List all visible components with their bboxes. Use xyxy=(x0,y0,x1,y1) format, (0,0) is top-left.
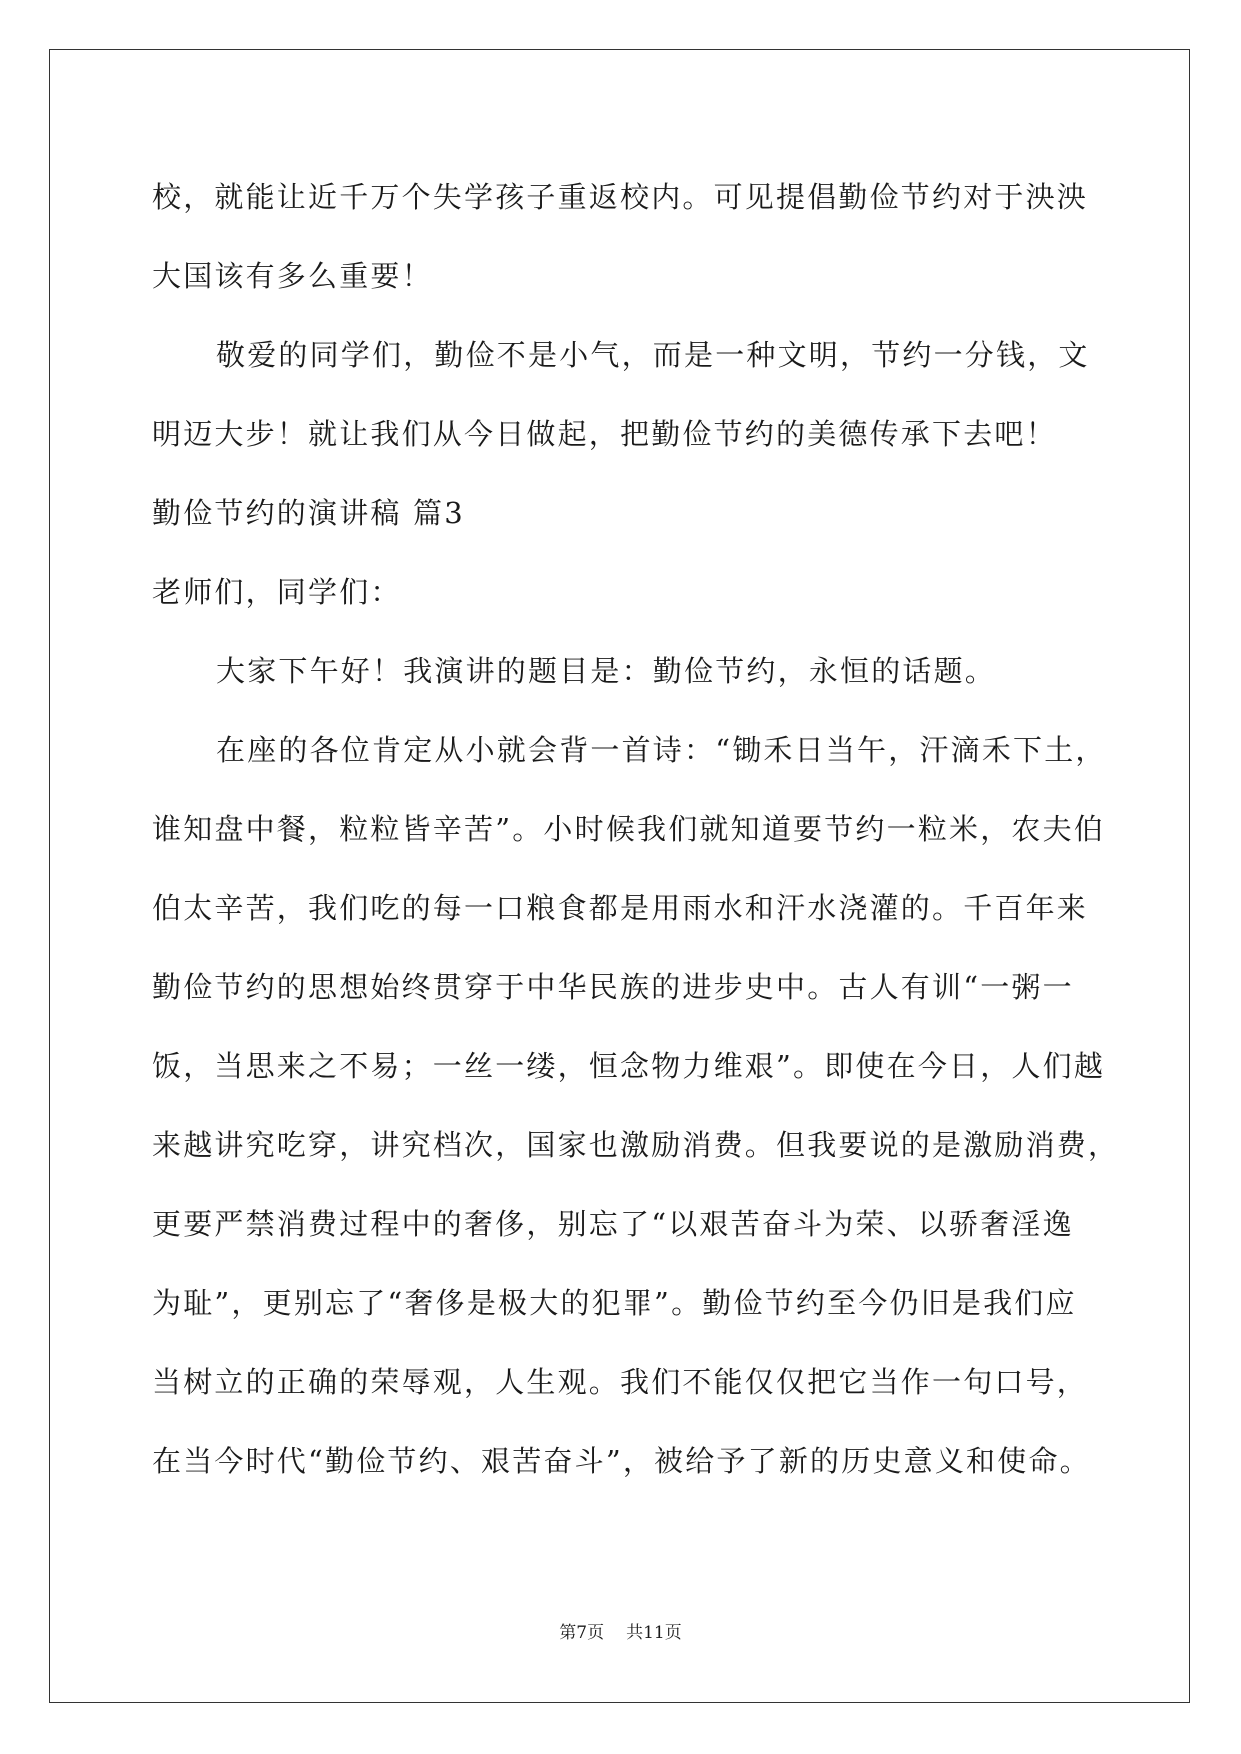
text-line: 大家下午好！我演讲的题目是：勤俭节约，永恒的话题。 xyxy=(216,654,997,688)
page-number-current: 第7页 xyxy=(559,1623,605,1643)
page-number-total: 共11页 xyxy=(626,1623,682,1643)
text-line: 更要严禁消费过程中的奢侈，别忘了“以艰苦奋斗为荣、以骄奢淫逸 xyxy=(152,1207,1074,1241)
text-line: 敬爱的同学们，勤俭不是小气，而是一种文明，节约一分钱，文 xyxy=(216,338,1090,372)
text-line: 来越讲究吃穿，讲究档次，国家也激励消费。但我要说的是激励消费， xyxy=(152,1128,1120,1162)
text-line: 饭，当思来之不易；一丝一缕，恒念物力维艰”。即使在今日，人们越 xyxy=(152,1049,1106,1083)
text-line: 明迈大步！就让我们从今日做起，把勤俭节约的美德传承下去吧！ xyxy=(152,417,1057,451)
section-heading: 勤俭节约的演讲稿 篇3 xyxy=(152,496,465,530)
text-line: 伯太辛苦，我们吃的每一口粮食都是用雨水和汗水浇灌的。千百年来 xyxy=(152,891,1089,925)
text-line: 勤俭节约的思想始终贯穿于中华民族的进步史中。古人有训“一粥一 xyxy=(152,970,1074,1004)
document-body xyxy=(152,158,1120,1501)
text-line: 为耻”，更别忘了“奢侈是极大的犯罪”。勤俭节约至今仍旧是我们应 xyxy=(152,1286,1077,1320)
text-line: 校，就能让近千万个失学孩子重返校内。可见提倡勤俭节约对于泱泱 xyxy=(152,180,1089,214)
text-line: 大国该有多么重要！ xyxy=(152,259,433,293)
page-footer xyxy=(0,1621,1241,1645)
text-line: 当树立的正确的荣辱观，人生观。我们不能仅仅把它当作一句口号， xyxy=(152,1365,1089,1399)
text-line: 在座的各位肯定从小就会背一首诗：“锄禾日当午，汗滴禾下土， xyxy=(216,733,1107,767)
text-line: 谁知盘中餐，粒粒皆辛苦”。小时候我们就知道要节约一粒米，农夫伯 xyxy=(152,812,1106,846)
text-line: 在当今时代“勤俭节约、艰苦奋斗”，被给予了新的历史意义和使命。 xyxy=(152,1444,1091,1478)
salutation: 老师们，同学们： xyxy=(152,575,402,609)
